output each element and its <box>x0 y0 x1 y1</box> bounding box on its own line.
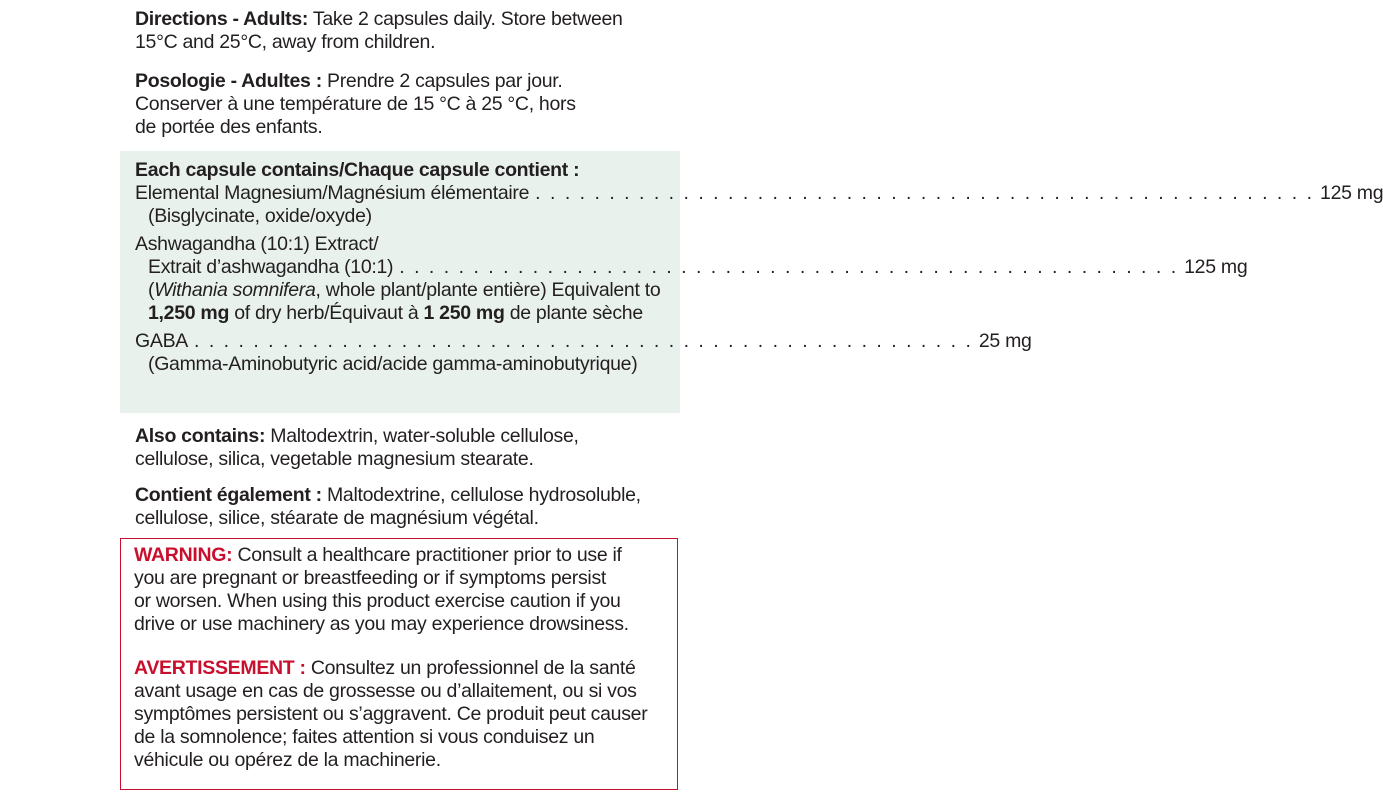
ingredient-amount: 125 mg <box>1184 256 1248 278</box>
warning-fr-text-5: véhicule ou opérez de la machinerie. <box>134 749 441 771</box>
also-contains-fr-label: Contient également : <box>135 484 322 506</box>
ingredient-name: Elemental Magnesium/Magnésium élémentaire <box>135 182 530 204</box>
also-contains-en-label: Also contains: <box>135 425 266 447</box>
equivalence-mid: of dry herb/Équivaut à <box>229 302 424 324</box>
warning-en-label: WARNING: <box>134 544 233 566</box>
warning-en <box>134 544 669 636</box>
directions-en-label: Directions - Adults: <box>135 8 309 30</box>
note-paren: ( <box>148 279 155 301</box>
ingredient-row-ashwagandha-line1 <box>135 233 665 256</box>
ingredient-equivalence <box>135 302 665 325</box>
warning-box <box>120 538 678 790</box>
also-contains-fr-text-1: Maltodextrine, cellulose hydrosoluble, <box>326 484 641 506</box>
ingredient-amount: 125 mg <box>1320 182 1383 204</box>
equivalence-fr: 1 250 mg <box>423 302 505 324</box>
directions-en-text-2: 15°C and 25°C, away from children. <box>135 31 436 53</box>
ingredient-note: (Gamma-Aminobutyric acid/acide gamma-aminobutyrique) <box>148 353 638 375</box>
also-contains-fr <box>135 484 680 530</box>
also-contains-en-text-1: Maltodextrin, water-soluble cellulose, <box>270 425 579 447</box>
ingredient-amount: 25 mg <box>978 330 1032 352</box>
warning-en-text-2: you are pregnant or breastfeeding or if symptoms persist <box>134 567 607 589</box>
botanical-name: Withania somnifera <box>154 279 316 301</box>
ingredients-panel <box>120 151 1383 413</box>
ingredient-row-gaba <box>135 330 1032 353</box>
equivalence-end: de plante sèche <box>504 302 643 324</box>
warning-en-text-4: drive or use machinery as you may experience drowsiness. <box>134 613 629 635</box>
ingredient-name: Extrait d’ashwagandha (10:1) <box>148 256 394 278</box>
directions-en <box>135 8 680 54</box>
also-contains-fr-text-2: cellulose, silice, stéarate de magnésium végétal. <box>135 507 539 529</box>
ingredient-name: Ashwagandha (10:1) Extract/ <box>135 233 379 255</box>
ingredient-row-magnesium <box>135 182 1383 205</box>
also-contains-en <box>135 425 680 471</box>
directions-en-text-1: Take 2 capsules daily. Store between <box>312 8 623 30</box>
warning-fr-text-1: Consultez un professionnel de la santé <box>310 657 636 679</box>
directions-fr-text-3: de portée des enfants. <box>135 116 323 138</box>
leader-dots: . . . . . . . . . . . . . . . . . . . . . . . . . . . . . . . . . . . . . . . . . . . . . . . . . . . . . <box>399 256 1179 278</box>
directions-fr <box>135 70 680 139</box>
leader-dots: . . . . . . . . . . . . . . . . . . . . . . . . . . . . . . . . . . . . . . . . . . . . . . . . . . . . . <box>194 330 973 352</box>
warning-en-text-1: Consult a healthcare practitioner prior to use if <box>237 544 622 566</box>
directions-fr-label: Posologie - Adultes : <box>135 70 322 92</box>
note-rest: , whole plant/plante entière) Equivalent to <box>315 279 661 301</box>
warning-fr-label: AVERTISSEMENT : <box>134 657 306 679</box>
warning-fr <box>134 657 669 772</box>
also-contains-en-text-2: cellulose, silica, vegetable magnesium stearate. <box>135 448 534 470</box>
ingredient-name: GABA <box>135 330 188 352</box>
ingredient-note: (Bisglycinate, oxide/oxyde) <box>148 205 372 227</box>
warning-fr-text-2: avant usage en cas de grossesse ou d’allaitement, ou si vos <box>134 680 637 702</box>
equivalence-en: 1,250 mg <box>148 302 230 324</box>
ingredients-heading: Each capsule contains/Chaque capsule contient : <box>135 159 580 181</box>
ingredient-row-ashwagandha-line2 <box>135 256 1248 279</box>
leader-dots: . . . . . . . . . . . . . . . . . . . . . . . . . . . . . . . . . . . . . . . . . . . . . . . . . . . . . <box>535 182 1315 204</box>
directions-fr-text-2: Conserver à une température de 15 °C à 25 °C, hors <box>135 93 576 115</box>
warning-fr-text-4: de la somnolence; faites attention si vous conduisez un <box>134 726 595 748</box>
ingredient-note <box>135 279 665 302</box>
warning-fr-text-3: symptômes persistent ou s’aggravent. Ce produit peut causer <box>134 703 648 725</box>
directions-fr-text-1: Prendre 2 capsules par jour. <box>327 70 563 92</box>
warning-en-text-3: or worsen. When using this product exercise caution if you <box>134 590 621 612</box>
